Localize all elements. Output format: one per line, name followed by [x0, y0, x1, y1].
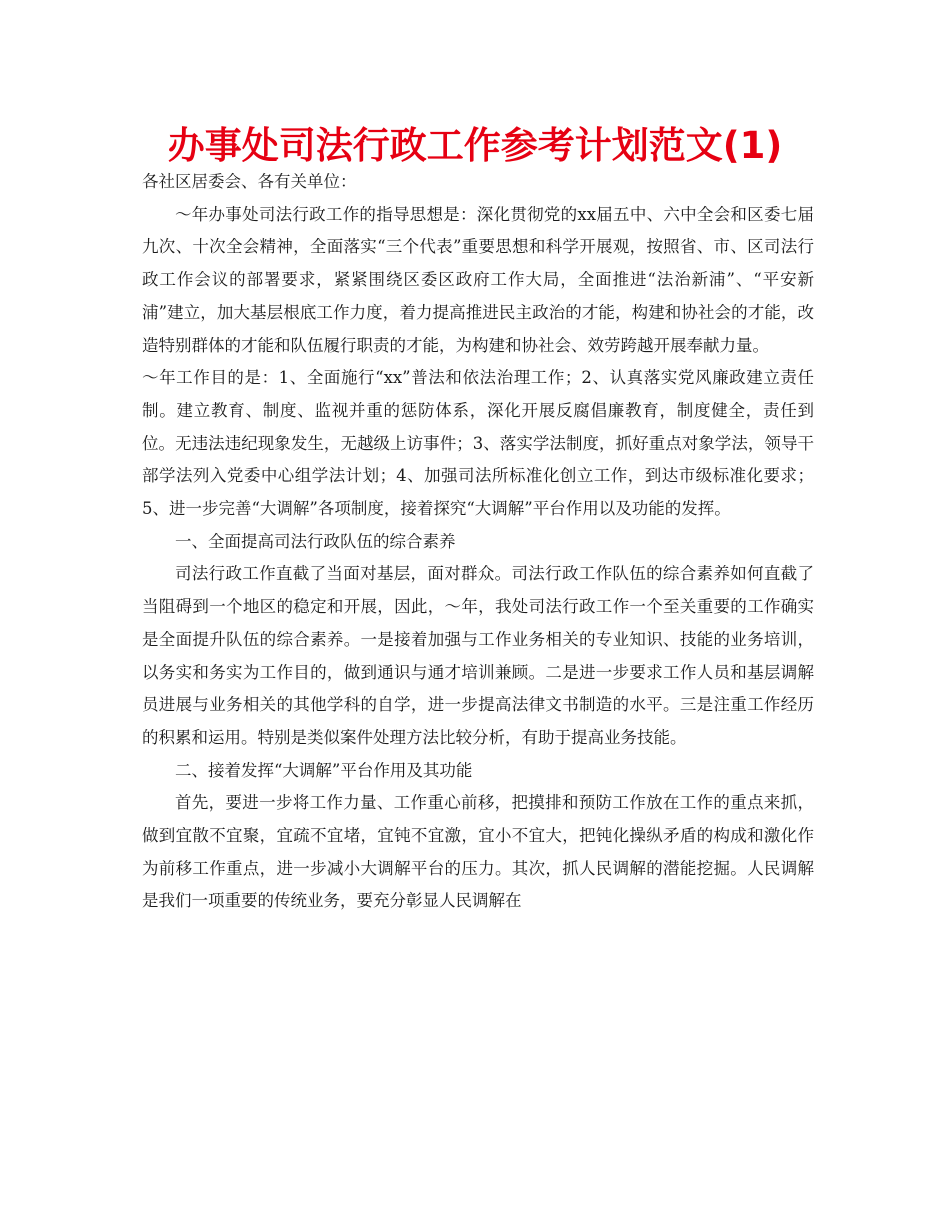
paragraph-section-2: 首先，要进一步将工作力量、工作重心前移，把摸排和预防工作放在工作的重点来抓，做到宜散不宜聚，宜疏不宜堵，宜钝不宜激，宜小不宜大，把钝化操纵矛盾的构成和激化作为前移工作重点，进一步减小大调解平台的压力。其次，抓人民调解的潜能挖掘。人民调解是我们一项重要的传统业务，要充分彰显人民调解在 [142, 793, 814, 911]
paragraph-work-goals: ～年工作目的是：1、全面施行“xx”普法和依法治理工作；2、认真落实党风廉政建立责任制。建立教育、制度、监视并重的惩防体系，深化开展反腐倡廉教育，制度健全，责任到位。无违法违纪现象发生，无越级上访事件；3、落实学法制度，抓好重点对象学法，领导干部学法列入党委中心组学法计划；4、加强司法所标准化创立工作，到达市级标准化要求；5、进一步完善“大调解”各项制度，接着探究“大调解”平台作用以及功能的发挥。 [142, 368, 814, 519]
paragraph-guiding-thought: ～年办事处司法行政工作的指导思想是：深化贯彻党的xx届五中、六中全会和区委七届九次、十次全会精神，全面落实“三个代表”重要思想和科学开展观，按照省、市、区司法行政工作会议的部署要求，紧紧围绕区委区政府工作大局，全面推进“法治新浦”、“平安新浦”建立，加大基层根底工作力度，着力提高推进民主政治的才能，构建和协社会的才能，改造特别群体的才能和队伍履行职责的才能，为构建和协社会、效劳跨越开展奉献力量。 [142, 204, 814, 355]
paragraph-section-1: 司法行政工作直截了当面对基层，面对群众。司法行政工作队伍的综合素养如何直截了当阻碍到一个地区的稳定和开展，因此，～年，我处司法行政工作一个至关重要的工作确实是全面提升队伍的综合素养。一是接着加强与工作业务相关的专业知识、技能的业务培训，以务实和务实为工作目的，做到通识与通才培训兼顾。二是进一步要求工作人员和基层调解员进展与业务相关的其他学科的自学，进一步提高法律文书制造的水平。三是注重工作经历的积累和运用。特别是类似案件处理方法比较分析，有助于提高业务技能。 [142, 564, 814, 747]
section-heading-1: 一、全面提高司法行政队伍的综合素养 [175, 531, 456, 551]
paragraph-salutation: 各社区居委会、各有关单位： [142, 172, 357, 191]
document-title: 办事处司法行政工作参考计划范文(1) [167, 124, 783, 167]
section-heading-2: 二、接着发挥“大调解”平台作用及其功能 [175, 760, 473, 780]
document-body [142, 166, 814, 918]
